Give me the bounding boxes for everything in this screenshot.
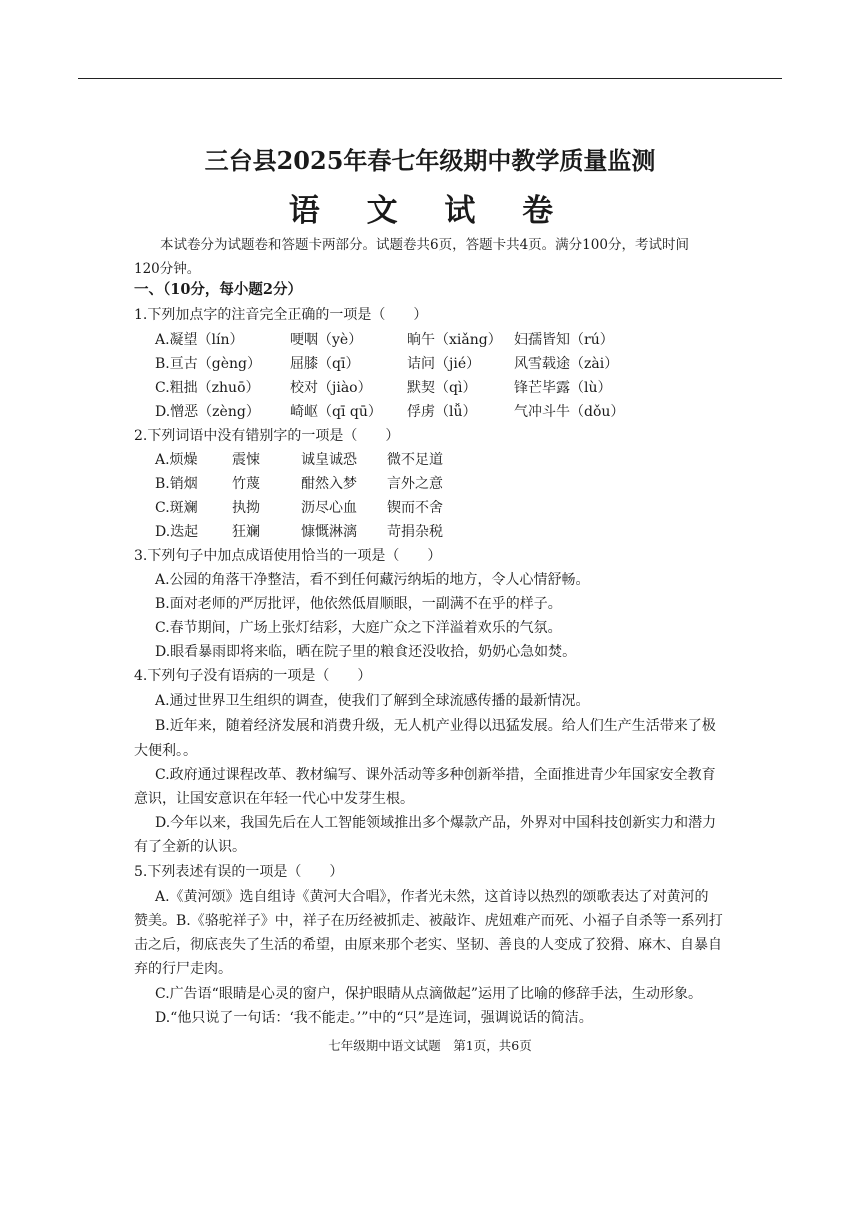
header-rule	[78, 78, 782, 79]
q1-c-4: 锋芒毕露（lù）	[514, 380, 612, 396]
q2-a-3: 诚皇诚恐	[301, 452, 357, 468]
q4-option-a: A.通过世界卫生组织的调查，使我们了解到全球流感传播的最新情况。	[155, 693, 590, 709]
q1-b-4: 风雪载途（zài）	[514, 356, 619, 372]
page-footer: 七年级期中语文试题 第1页，共6页	[328, 1038, 532, 1053]
q4-option-d-line2: 有了全新的认识。	[134, 839, 246, 855]
q4-option-c-line1: C.政府通过课程改革、教材编写、课外活动等多种创新举措，全面推进青少年国家安全教育	[155, 767, 716, 783]
q5-option-ab-line4: 弃的行尸走肉。	[134, 961, 232, 977]
q5-option-d: D.“他只说了一句话：‘我不能走。’”中的“只”是连词，强调说话的简洁。	[155, 1010, 593, 1026]
q3-option-a: A.公园的角落干净整洁，看不到任何藏污纳垢的地方，令人心情舒畅。	[155, 572, 590, 588]
q2-b-4: 言外之意	[387, 476, 443, 492]
intro-paragraph	[134, 233, 734, 281]
q2-b-3: 酣然入梦	[301, 476, 357, 492]
intro-line-2: 120分钟。	[134, 261, 201, 277]
q2-d-2: 狂斓	[232, 524, 260, 540]
q1-a-1: A.凝望（lín）	[155, 332, 244, 348]
q2-d-3: 慷慨淋漓	[301, 524, 357, 540]
q2-a-2: 震悚	[232, 452, 260, 468]
q1-stem: 1.下列加点字的注音完全正确的一项是（ ）	[134, 307, 428, 323]
q5-option-ab-line3: 击之后，彻底丧失了生活的希望，由原来那个老实、坚韧、善良的人变成了狡猾、麻木、自暴自	[134, 937, 722, 953]
q3-option-c: C.春节期间，广场上张灯结彩，大庭广众之下洋溢着欢乐的气氛。	[155, 620, 562, 636]
intro-line-1: 本试卷分为试题卷和答题卡两部分。试题卷共6页，答题卡共4页。满分100分，考试时间	[160, 237, 689, 253]
exam-subject: 语 文 试 卷	[288, 193, 572, 229]
q2-c-2: 执拗	[232, 500, 260, 516]
q1-b-3: 诘问（jié）	[407, 356, 481, 372]
q4-option-c-line2: 意识，让国安意识在年轻一代心中发芽生根。	[134, 791, 414, 807]
q4-option-d-line1: D.今年以来，我国先后在人工智能领域推出多个爆款产品，外界对中国科技创新实力和潜力	[155, 815, 717, 831]
q1-d-1: D.憎恶（zèng）	[155, 404, 260, 420]
section-heading: 一、（10分，每小题2分）	[134, 281, 303, 298]
q5-option-ab-line2: 赞美。B.《骆驼祥子》中，祥子在历经被抓走、被敲诈、虎妞难产而死、小福子自杀等一系列打	[134, 913, 723, 929]
q2-c-3: 沥尽心血	[301, 500, 357, 516]
q2-c-4: 锲而不舍	[387, 500, 443, 516]
q1-b-2: 屈膝（qī）	[290, 356, 360, 372]
q4-option-b-line2: 大便利。。	[134, 743, 197, 759]
q1-c-1: C.粗拙（zhuō）	[155, 380, 260, 396]
q4-stem: 4.下列句子没有语病的一项是（ ）	[134, 668, 372, 684]
q3-stem: 3.下列句子中加点成语使用恰当的一项是（ ）	[134, 548, 442, 564]
q1-d-2: 崎岖（qī qū）	[290, 404, 382, 420]
q2-a-4: 微不足道	[387, 452, 443, 468]
q1-d-3: 俘虏（lǚ）	[407, 404, 477, 420]
q1-b-1: B.亘古（gèng）	[155, 356, 261, 372]
q2-d-1: D.迭起	[155, 524, 199, 540]
q2-b-1: B.销烟	[155, 476, 198, 492]
q3-option-d: D.眼看暴雨即将来临，晒在院子里的粮食还没收拾，奶奶心急如焚。	[155, 644, 577, 660]
q1-d-4: 气冲斗牛（dǒu）	[514, 404, 625, 420]
q2-c-1: C.斑斓	[155, 500, 198, 516]
q2-a-1: A.烦燥	[155, 452, 198, 468]
q1-a-2: 哽咽（yè）	[290, 332, 363, 348]
q4-option-b-line1: B.近年来，随着经济发展和消费升级，无人机产业得以迅猛发展。给人们生产生活带来了极	[155, 718, 716, 734]
q3-option-b: B.面对老师的严厉批评，他依然低眉顺眼，一副满不在乎的样子。	[155, 596, 562, 612]
q2-stem: 2.下列词语中没有错别字的一项是（ ）	[134, 428, 400, 444]
q1-c-3: 默契（qì）	[407, 380, 477, 396]
q1-c-2: 校对（jiào）	[290, 380, 372, 396]
q1-a-3: 晌午（xiǎng）	[407, 332, 502, 348]
q2-d-4: 苛捐杂税	[387, 524, 443, 540]
q5-option-c: C.广告语“眼睛是心灵的窗户，保护眼睛从点滴做起”运用了比喻的修辞手法，生动形象。	[155, 986, 702, 1002]
exam-title: 三台县2025年春七年级期中教学质量监测	[204, 146, 656, 175]
q5-option-ab-line1: A.《黄河颂》选自组诗《黄河大合唱》，作者光未然，这首诗以热烈的颂歌表达了对黄河的	[155, 889, 709, 905]
q2-b-2: 竹蔑	[232, 476, 260, 492]
q1-a-4: 妇孺皆知（rú）	[514, 332, 614, 348]
q5-stem: 5.下列表述有误的一项是（ ）	[134, 864, 344, 880]
